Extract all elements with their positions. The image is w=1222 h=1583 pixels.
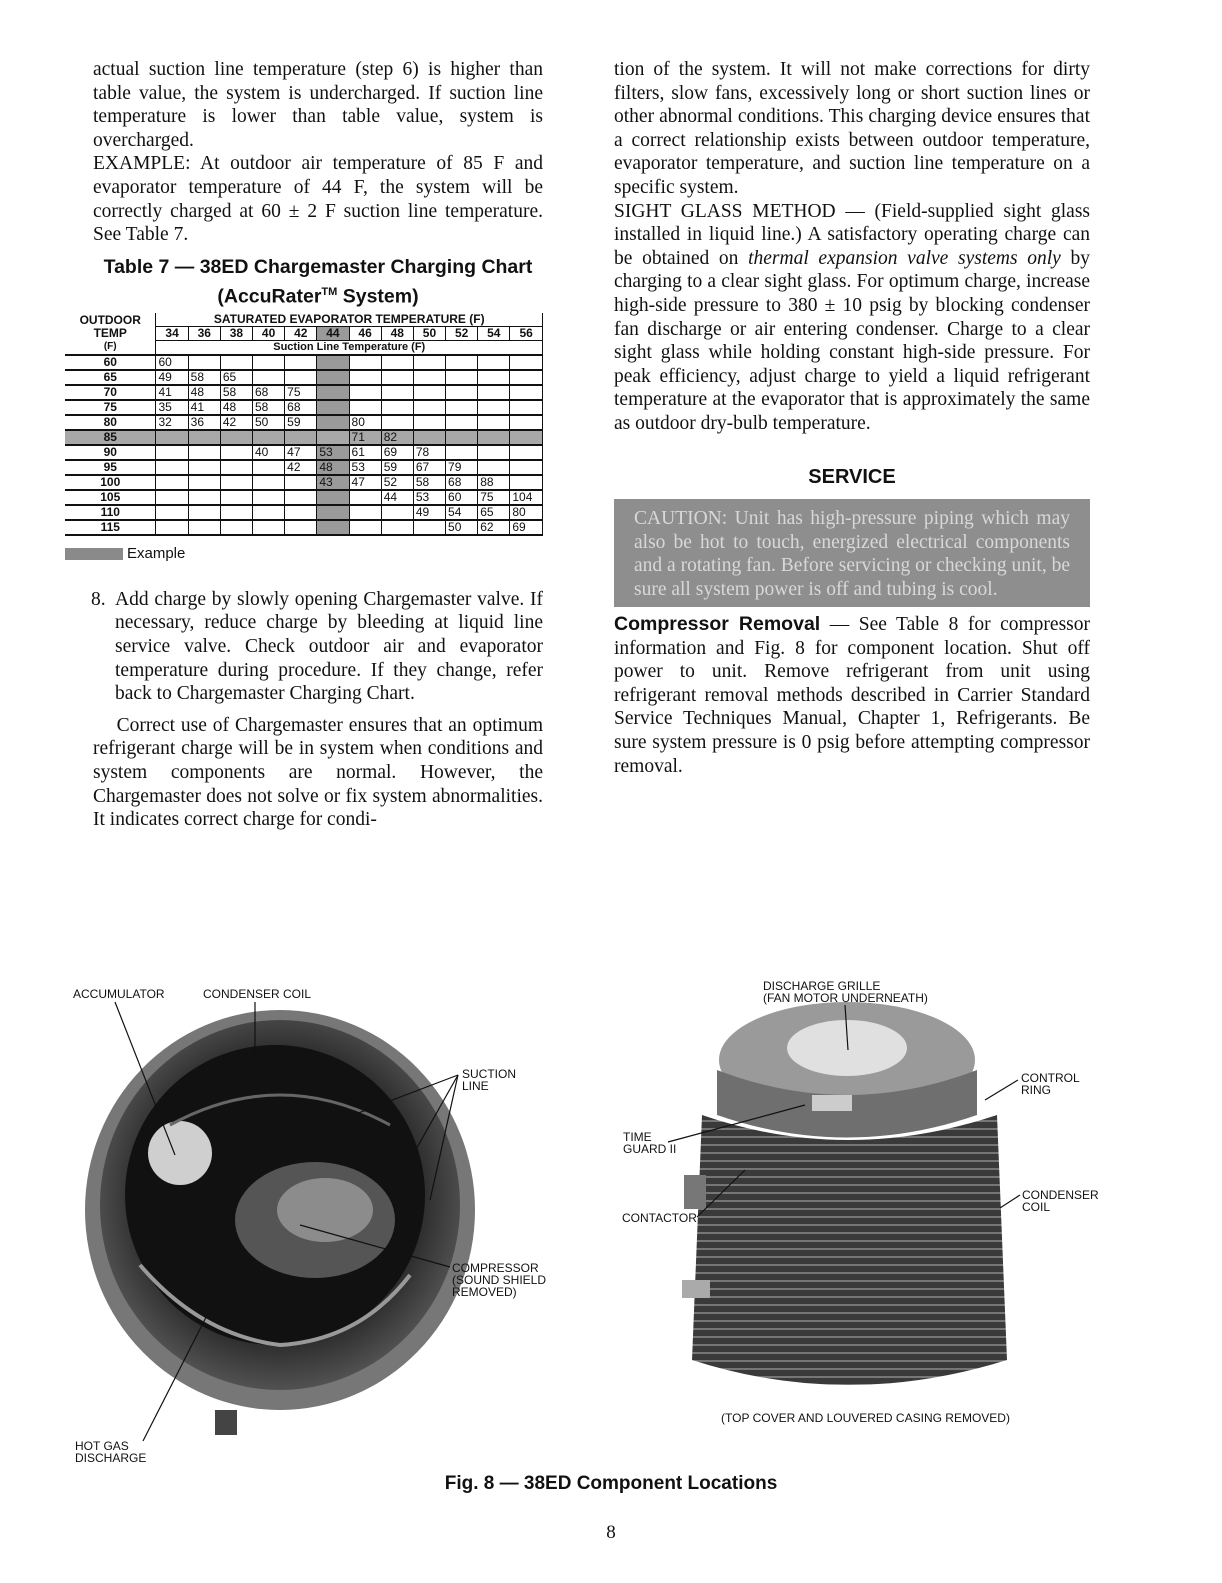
evap-temp-col: 52 bbox=[446, 327, 478, 341]
suction-temp-cell: 71 bbox=[349, 430, 381, 445]
suction-temp-cell: 41 bbox=[156, 385, 188, 400]
evap-temp-col: 54 bbox=[478, 327, 510, 341]
paragraph-chargemaster: Correct use of Chargemaster ensures that an optimum refrigerant charge will be in system when conditions and system components are normal. However, the Chargemaster does not solve or fix system abnormalities. It indicates correct charge for condi- bbox=[93, 714, 543, 831]
suction-temp-cell: 52 bbox=[381, 475, 413, 490]
suction-temp-cell: 53 bbox=[413, 490, 445, 505]
outdoor-temp-cell: 80 bbox=[65, 415, 156, 430]
step-number: 8. bbox=[91, 588, 106, 610]
outdoor-temp-cell: 105 bbox=[65, 490, 156, 505]
suction-temp-cell: 65 bbox=[220, 370, 252, 385]
suction-temp-cell: 62 bbox=[478, 520, 510, 535]
label-condenser-coil-right: CONDENSER COIL bbox=[1022, 1188, 1099, 1214]
suction-temp-cell: 60 bbox=[156, 355, 188, 370]
suction-temp-cell: 65 bbox=[478, 505, 510, 520]
suction-temp-cell: 59 bbox=[285, 415, 317, 430]
suction-temp-cell: 50 bbox=[253, 415, 285, 430]
label-control-ring: CONTROL RING bbox=[1021, 1071, 1080, 1097]
suction-temp-cell: 58 bbox=[188, 370, 220, 385]
evap-temp-col: 44 bbox=[317, 327, 349, 341]
label-suction-line: SUCTION LINE bbox=[462, 1067, 516, 1093]
page-number: 8 bbox=[606, 1522, 616, 1543]
evap-temp-col: 48 bbox=[381, 327, 413, 341]
suction-temp-cell: 69 bbox=[381, 445, 413, 460]
suction-temp-cell: 50 bbox=[446, 520, 478, 535]
suction-temp-cell: 59 bbox=[381, 460, 413, 475]
suction-temp-cell: 53 bbox=[349, 460, 381, 475]
suction-temp-cell: 88 bbox=[478, 475, 510, 490]
table-title-line2: (AccuRater™ System) bbox=[217, 285, 419, 308]
suction-temp-cell: 53 bbox=[317, 445, 349, 460]
suction-temp-cell: 48 bbox=[317, 460, 349, 475]
label-discharge-grille: DISCHARGE GRILLE (FAN MOTOR UNDERNEATH) bbox=[763, 979, 928, 1005]
suction-temp-cell: 40 bbox=[253, 445, 285, 460]
outdoor-temp-cell: 115 bbox=[65, 520, 156, 535]
suction-temp-cell: 35 bbox=[156, 400, 188, 415]
legend-label: Example bbox=[127, 545, 186, 563]
paragraph-sight-glass: SIGHT GLASS METHOD — (Field-supplied sight glass installed in liquid line.) A satisfactory operating charge can be obtained on thermal expansion valve systems only by charging to a clear sight glass. For optimum charge, increase high-side pressure to 380 ± 10 psig by blocking condenser fan discharge or air entering condenser. Charge to a clear sight glass while holding constant high-side pressure. For peak efficiency, adjust charge to yield a liquid refrigerant temperature at the evaporator that is approximately the same as outdoor dry-bulb temperature. bbox=[614, 200, 1091, 434]
suction-temp-cell: 78 bbox=[413, 445, 445, 460]
suction-temp-cell: 75 bbox=[478, 490, 510, 505]
step-text: Add charge by slowly opening Chargemaster valve. If necessary, reduce charge by bleeding at liquid line service valve. Check outdoor air and evaporator temperature during procedure. If they change, refer back to Chargemaster Charging Chart. bbox=[115, 588, 543, 705]
evap-temp-col: 38 bbox=[220, 327, 252, 341]
suction-temp-cell: 58 bbox=[413, 475, 445, 490]
suction-temp-cell: 48 bbox=[188, 385, 220, 400]
suction-temp-cell: 42 bbox=[220, 415, 252, 430]
evap-temp-col: 56 bbox=[510, 327, 543, 341]
label-compressor: COMPRESSOR (SOUND SHIELD REMOVED) bbox=[452, 1261, 547, 1299]
paragraph-continuation: tion of the system. It will not make corrections for dirty filters, slow fans, excessively long or short suction lines or other abnormal conditions. This charging device ensures that a correct relationship exists between outdoor temperature, evaporator temperature, and suction line temperature on a specific system. bbox=[614, 59, 1090, 198]
suction-temp-cell: 60 bbox=[446, 490, 478, 505]
suction-temp-cell: 79 bbox=[446, 460, 478, 475]
evap-temp-col: 42 bbox=[285, 327, 317, 341]
suction-temp-cell: 47 bbox=[285, 445, 317, 460]
figure-caption: Fig. 8 — 38ED Component Locations bbox=[444, 1473, 778, 1494]
suction-temp-cell: 48 bbox=[220, 400, 252, 415]
suction-temp-cell: 80 bbox=[510, 505, 543, 520]
label-hot-gas-discharge: HOT GAS DISCHARGE bbox=[75, 1439, 147, 1465]
label-accumulator: ACCUMULATOR bbox=[73, 987, 165, 1001]
label-condenser-coil: CONDENSER COIL bbox=[203, 987, 312, 1001]
suction-temp-cell: 68 bbox=[285, 400, 317, 415]
suction-temp-cell: 54 bbox=[446, 505, 478, 520]
saturated-evap-header: SATURATED EVAPORATOR TEMPERATURE (F) bbox=[156, 313, 543, 327]
outdoor-temp-cell: 100 bbox=[65, 475, 156, 490]
label-time-guard: TIME GUARD II bbox=[623, 1130, 677, 1156]
paragraph-example: EXAMPLE: At outdoor air temperature of 85 F and evaporator temperature of 44 F, the system will be correctly charged at 60 ± 2 F suction line temperature. See Table 7. bbox=[93, 153, 543, 246]
evap-temp-col: 34 bbox=[156, 327, 188, 341]
outdoor-temp-header: OUTDOOR TEMP (F) bbox=[65, 313, 156, 355]
suction-temp-cell: 58 bbox=[220, 385, 252, 400]
suction-temp-cell: 36 bbox=[188, 415, 220, 430]
table-title-line1: Table 7 — 38ED Chargemaster Charging Chart bbox=[103, 255, 533, 278]
outdoor-temp-cell: 60 bbox=[65, 355, 156, 370]
suction-temp-cell: 49 bbox=[413, 505, 445, 520]
suction-temp-cell: 68 bbox=[253, 385, 285, 400]
suction-temp-cell: 104 bbox=[510, 490, 543, 505]
suction-temp-cell: 82 bbox=[381, 430, 413, 445]
service-heading: SERVICE bbox=[808, 465, 896, 488]
suction-line-subheader: Suction Line Temperature (F) bbox=[156, 341, 543, 356]
evap-temp-col: 40 bbox=[253, 327, 285, 341]
label-figure-note: (TOP COVER AND LOUVERED CASING REMOVED) bbox=[721, 1411, 1010, 1425]
outdoor-temp-cell: 95 bbox=[65, 460, 156, 475]
outdoor-temp-cell: 110 bbox=[65, 505, 156, 520]
suction-temp-cell: 32 bbox=[156, 415, 188, 430]
paragraph-compressor-removal: Compressor Removal — See Table 8 for compressor information and Fig. 8 for component location. Shut off power to unit. Remove refrigerant from unit using refrigerant removal methods described in Carrier Standard Service Techniques Manual, Chapter 1, Refrigerants. Be sure system pressure is 0 psig before attempting compressor removal. bbox=[614, 613, 1090, 777]
suction-temp-cell: 68 bbox=[446, 475, 478, 490]
suction-temp-cell: 58 bbox=[253, 400, 285, 415]
evap-temp-col: 46 bbox=[349, 327, 381, 341]
caution-box: CAUTION: Unit has high-pressure piping which may also be hot to touch, energized electrical components and a rotating fan. Before servicing or checking unit, be sure all system power is off and tubing is cool. bbox=[614, 499, 1090, 607]
suction-temp-cell: 67 bbox=[413, 460, 445, 475]
suction-temp-cell: 43 bbox=[317, 475, 349, 490]
outdoor-temp-cell: 90 bbox=[65, 445, 156, 460]
suction-temp-cell: 47 bbox=[349, 475, 381, 490]
outdoor-temp-cell: 65 bbox=[65, 370, 156, 385]
suction-temp-cell: 80 bbox=[349, 415, 381, 430]
evap-temp-col: 36 bbox=[188, 327, 220, 341]
suction-temp-cell: 75 bbox=[285, 385, 317, 400]
outdoor-temp-cell: 85 bbox=[65, 430, 156, 445]
label-contactor: CONTACTOR bbox=[622, 1211, 697, 1225]
outdoor-temp-cell: 75 bbox=[65, 400, 156, 415]
suction-temp-cell: 61 bbox=[349, 445, 381, 460]
suction-temp-cell: 69 bbox=[510, 520, 543, 535]
suction-temp-cell: 44 bbox=[381, 490, 413, 505]
paragraph-undercharge: actual suction line temperature (step 6) is higher than table value, the system is undercharged. If suction line temperature is lower than table value, system is overcharged. bbox=[93, 59, 543, 151]
suction-temp-cell: 41 bbox=[188, 400, 220, 415]
suction-temp-cell: 49 bbox=[156, 370, 188, 385]
suction-temp-cell: 42 bbox=[285, 460, 317, 475]
outdoor-temp-cell: 70 bbox=[65, 385, 156, 400]
evap-temp-col: 50 bbox=[413, 327, 445, 341]
